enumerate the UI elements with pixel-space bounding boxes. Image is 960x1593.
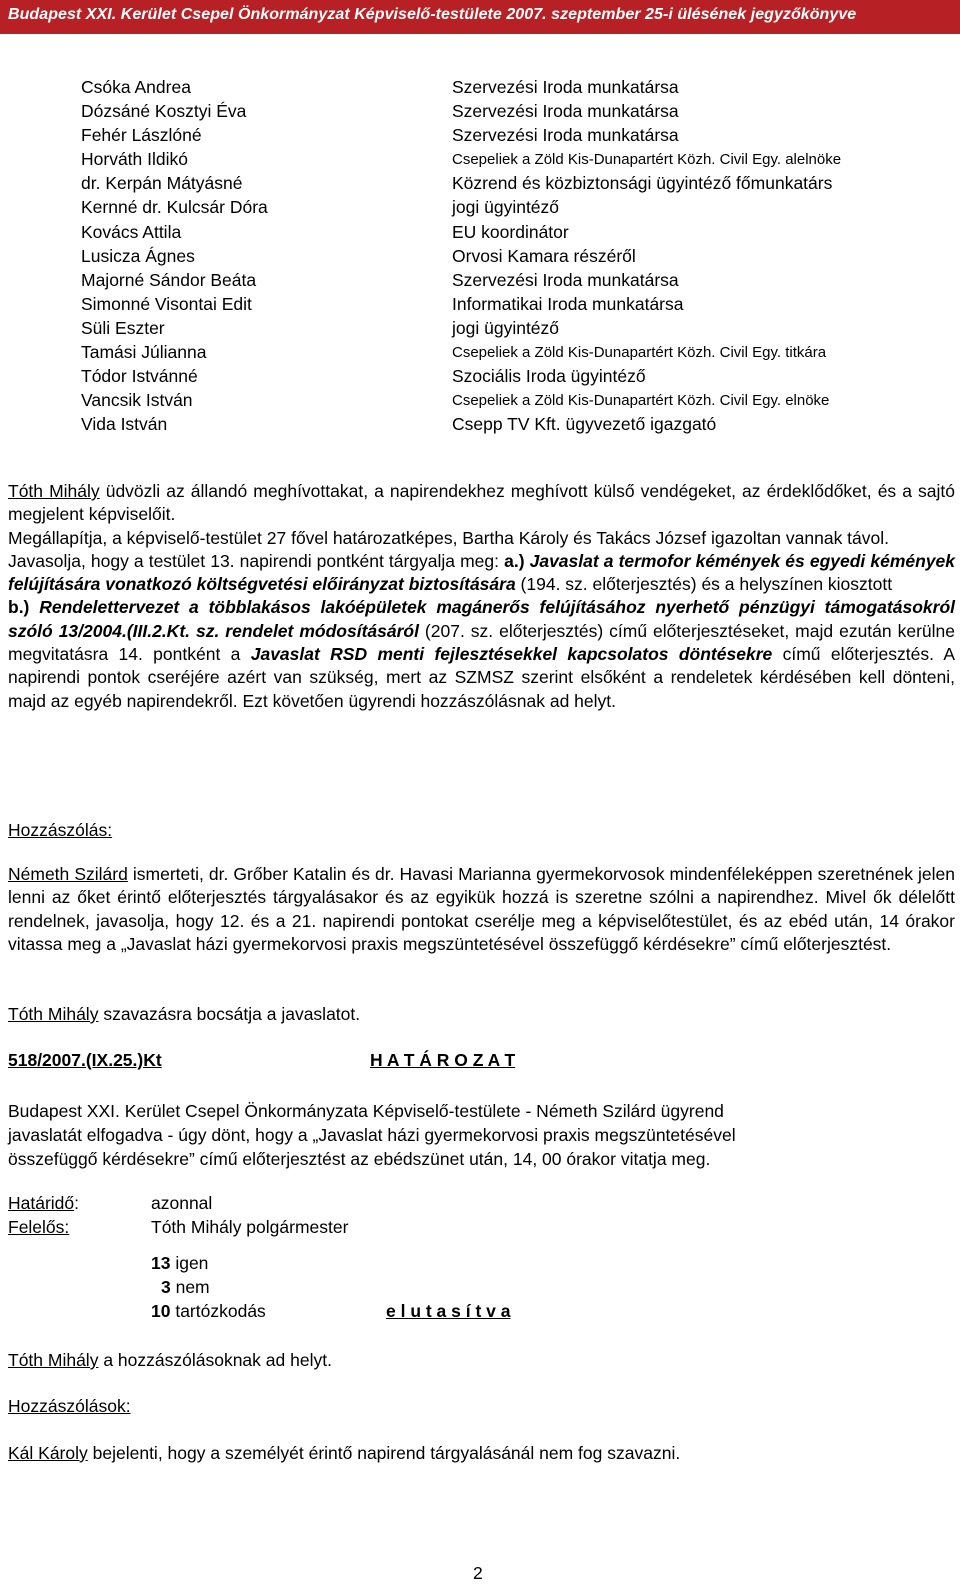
vote-count: 10	[151, 1301, 171, 1321]
attendee-role: Közrend és közbiztonsági ügyintéző főmunkatárs	[452, 173, 833, 194]
attendee-name: Csóka Andrea	[81, 77, 191, 97]
comment-paragraph	[8, 863, 955, 956]
attendee-row	[81, 246, 941, 270]
attendee-row	[81, 125, 941, 149]
attendee-row	[81, 270, 941, 294]
page-number: 2	[473, 1563, 483, 1583]
attendee-row	[81, 342, 941, 366]
attendee-role: Informatikai Iroda munkatársa	[452, 293, 684, 314]
item-a-title: Javaslat a termofor kémények és egyedi kémények felújítására vonatkozó költségvetési előirányzat biztosítására	[8, 550, 955, 595]
responsible-label: Felelős:	[8, 1217, 70, 1237]
deadline-label	[8, 1193, 79, 1214]
attendee-name: Kovács Attila	[81, 221, 182, 242]
item-b-note: (207. sz. előterjesztés) című előterjesztéseket, majd ezután kerülne megvitatásra 14. pontként a	[8, 620, 955, 665]
vote-count: 13	[151, 1253, 171, 1273]
attendee-role: Orvosi Kamara részéről	[452, 245, 636, 266]
vote-outcome: e l u t a s í t v a	[386, 1301, 511, 1321]
attendee-name: Horváth Ildikó	[81, 149, 188, 170]
attendee-name: Fehér Lászlóné	[81, 125, 202, 146]
resolution-text-line: Budapest XXI. Kerület Csepel Önkormányzata Képviselő-testülete - Németh Szilárd ügyrend	[8, 1101, 724, 1121]
closing-text: című előterjesztés. A napirendi pontok cseréjére azért van szükség, mert az SZMSZ szerint elsőként a rendeletek kérdésében kell dönteni, majd az egyéb napirendekről. Ezt követően ügyrendi hozzászólásnak ad helyt.	[8, 644, 955, 711]
attendee-name: Tamási Júlianna	[81, 342, 207, 363]
resolution-number: 518/2007.(IX.25.)Kt	[8, 1050, 162, 1070]
attendee-row	[81, 101, 941, 125]
intro-paragraph	[8, 480, 955, 713]
attendee-row	[81, 366, 941, 390]
speaker-name: Tóth Mihály	[8, 481, 100, 501]
greeting-text: üdvözli az állandó meghívottakat, a napirendekhez meghívott külső vendégeket, az érdeklődőket, és a sajtó megjelent képviselőit.	[8, 481, 956, 525]
attendee-role: Szervezési Iroda munkatársa	[452, 125, 679, 146]
attendee-name: Majorné Sándor Beáta	[81, 269, 257, 290]
resolution-text-line: összefüggő kérdésekre” című előterjesztést az ebédszünet után, 14, 00 órakor vitatja meg.	[8, 1149, 711, 1169]
attendee-name: Süli Eszter	[81, 317, 165, 338]
document-header	[0, 0, 960, 34]
resolution-heading: H A T Á R O Z A T	[370, 1050, 516, 1070]
attendee-row	[81, 318, 941, 342]
item-a-note: (194. sz. előterjesztés) és a helyszínen kiosztott	[515, 574, 893, 595]
attendee-name: dr. Kerpán Mátyásné	[81, 173, 243, 194]
attendee-row	[81, 414, 941, 438]
attendee-role: Szervezési Iroda munkatársa	[452, 269, 679, 290]
attendee-row	[81, 173, 941, 197]
section-heading: Hozzászólások:	[8, 1396, 131, 1416]
attendee-name: Vancsik István	[81, 390, 193, 411]
speaker-name: Tóth Mihály	[8, 1350, 99, 1370]
attendee-role: Szervezési Iroda munkatársa	[452, 77, 679, 97]
item-b-title: Rendelettervezet a többlakásos lakóépületek magánerős felújításához nyerhető pénzügyi támogatásokról szóló 13/2004.(III.2.Kt. sz. rendelet módosításáról	[8, 597, 955, 641]
attendee-name: Tódor Istvánné	[81, 366, 198, 387]
attendee-role: Csepeliek a Zöld Kis-Dunapartért Közh. Civil Egy. titkára	[452, 344, 827, 362]
attendee-role: Szervezési Iroda munkatársa	[452, 101, 679, 122]
attendee-role: Csepeliek a Zöld Kis-Dunapartért Közh. Civil Egy. elnöke	[452, 392, 830, 410]
attendee-role: jogi ügyintéző	[452, 197, 560, 218]
vote-call	[8, 1004, 360, 1025]
after-vote-text: a hozzászólásoknak ad helyt.	[98, 1350, 332, 1370]
attendee-name: Lusicza Ágnes	[81, 245, 195, 266]
speaker-name: Németh Szilárd	[8, 864, 128, 884]
attendee-role: EU koordinátor	[452, 221, 569, 242]
attendee-name: Vida István	[81, 414, 168, 435]
item-14-title: Javaslat RSD menti fejlesztésekkel kapcsolatos döntésekre	[250, 644, 773, 665]
proposal-text: Javasolja, hogy a testület 13. napirendi pontként tárgyalja meg:	[8, 550, 505, 571]
vote-count: 3	[161, 1277, 171, 1297]
section-heading: Hozzászólás:	[8, 820, 113, 840]
attendee-role: Csepeliek a Zöld Kis-Dunapartért Közh. Civil Egy. alelnöke	[452, 151, 842, 169]
after-vote	[8, 1350, 332, 1371]
vote-no	[161, 1277, 210, 1298]
attendee-name: Kernné dr. Kulcsár Dóra	[81, 197, 268, 218]
vote-yes	[151, 1253, 208, 1274]
attendee-name: Dózsáné Kosztyi Éva	[81, 101, 247, 122]
attendee-name: Simonné Visontai Edit	[81, 293, 252, 314]
speaker-name: Kál Károly	[8, 1443, 88, 1463]
vote-label: tartózkodás	[170, 1301, 266, 1321]
attendee-role: Szociális Iroda ügyintéző	[452, 366, 646, 387]
deadline-colon: :	[74, 1193, 80, 1213]
vote-label: nem	[170, 1277, 210, 1297]
vote-label: igen	[170, 1253, 209, 1273]
header-title: Budapest XXI. Kerület Csepel Önkormányzat Képviselő-testülete 2007. szeptember 25-i ülésének jegyzőkönyve	[8, 6, 857, 23]
vote-call-text: szavazásra bocsátja a javaslatot.	[98, 1004, 361, 1024]
quorum-text: Megállapítja, a képviselő-testület 27 fővel határozatképes, Bartha Károly és Takács József igazoltan vannak távol.	[8, 527, 890, 548]
attendee-row	[81, 77, 941, 101]
attendee-row	[81, 294, 941, 318]
item-b-label: b.)	[8, 597, 30, 618]
attendee-role: jogi ügyintéző	[452, 317, 560, 338]
attendee-list	[81, 77, 941, 438]
attendee-row	[81, 390, 941, 414]
speaker-name: Tóth Mihály	[8, 1004, 99, 1024]
attendee-row	[81, 149, 941, 173]
attendee-row	[81, 222, 941, 246]
comment-paragraph	[8, 1443, 680, 1464]
deadline-label-text: Határidő	[8, 1193, 75, 1213]
responsible-value: Tóth Mihály polgármester	[151, 1217, 349, 1237]
resolution-text-line: javaslatát elfogadva - úgy dönt, hogy a „Javaslat házi gyermekorvosi praxis megszüntetésével	[8, 1125, 736, 1145]
item-a-label: a.)	[504, 550, 525, 571]
attendee-role: Csepp TV Kft. ügyvezető igazgató	[452, 414, 717, 435]
comment-text: ismerteti, dr. Grőber Katalin és dr. Havasi Marianna gyermekorvosok mindenféleképpen szeretnének jelen lenni az őket érintő előterjesztés tárgyalásakor és az egyikük hozzá is szeretne szólni a napirendhez. Mivel ők délelőtt rendelnek, javasolja, hogy 12. és a 21. napirendi pontokat cserélje meg a képviselőtestület, és az ebéd után, 14 órakor vitassa meg a „Javaslat házi gyermekorvosi praxis megszüntetésével összefüggő kérdésekre” című előterjesztést.	[8, 864, 955, 954]
vote-abstain	[151, 1301, 266, 1322]
attendee-row	[81, 197, 941, 221]
comment-text: bejelenti, hogy a személyét érintő napirend tárgyalásánál nem fog szavazni.	[87, 1443, 681, 1463]
deadline-value: azonnal	[151, 1193, 213, 1213]
